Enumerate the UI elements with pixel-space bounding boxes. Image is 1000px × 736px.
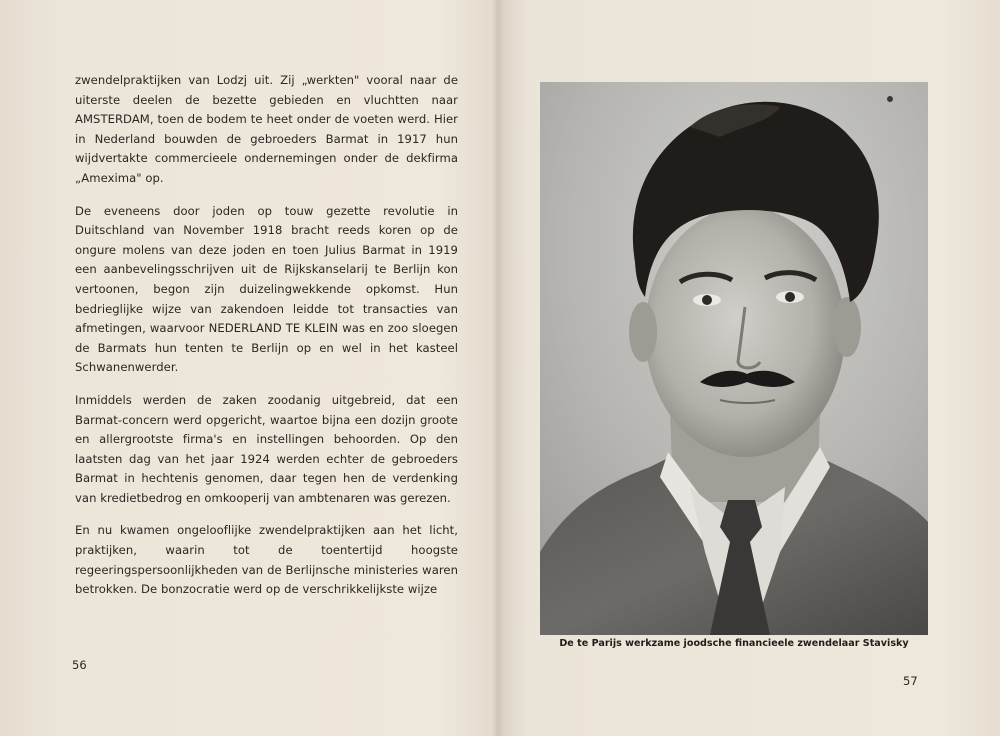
portrait-illustration — [540, 82, 928, 635]
paragraph-3: Inmiddels werden de zaken zoodanig uitgebreid, dat een Barmat-concern werd opgericht, waartoe bijna een dozijn groote en allergrootste firma's en instellingen behoorden. Op den laatsten dag van het jaar 1924 werden echter de gebroeders Barmat in hechtenis genomen, daar tegen hen de verdenking van kredietbedrog en omkooperij van ambtenaren was gerezen. — [75, 392, 458, 505]
paragraph-1: zwendelpraktijken van Lodzj uit. Zij „werkten" vooral naar de uiterste deelen de bezette gebieden en vluchtten naar AMSTERDAM, toen de bodem te heet onder de voeten werd. Hier in Nederland bouwden de gebroeders Barmat in 1917 hun wijdvertakte commercieele ondernemingen onder de dekfirma „Amexima" op. — [75, 73, 458, 185]
body-text — [75, 71, 458, 613]
paragraph-2: De eveneens door joden op touw gezette revolutie in Duitschland van November 1918 bracht reeds koren op de ongure molens van deze joden en toen Julius Barmat in 1919 een aanbevelingsschrijven uit de Rijkskanselarij te Berlijn kon vertoonen, begon zijn duizelingwekkende opkomst. Hun bedrieglijke wijze van zakendoen leidde tot transacties van afmetingen, waarvoor NEDERLAND TE KLEIN was en zoo sloegen de Barmats hun tenten te Berlijn op en wel in het kasteel Schwanenwerder. — [75, 203, 458, 375]
right-page — [503, 0, 1000, 736]
portrait-photo — [540, 82, 928, 635]
page-number-right: 57 — [903, 674, 918, 688]
paragraph-4: En nu kwamen ongelooflijke zwendelpraktijken aan het licht, praktijken, waarin tot de toentertijd hoogste regeeringspersoonlijkheden van de Berlijnsche ministeries waren betrokken. De bonzocratie werd op de verschrikkelijkste wijze — [75, 523, 458, 597]
page-number-left: 56 — [72, 658, 87, 672]
left-page — [0, 0, 497, 736]
photo-caption: De te Parijs werkzame joodsche financieele zwendelaar Stavisky — [559, 638, 909, 649]
